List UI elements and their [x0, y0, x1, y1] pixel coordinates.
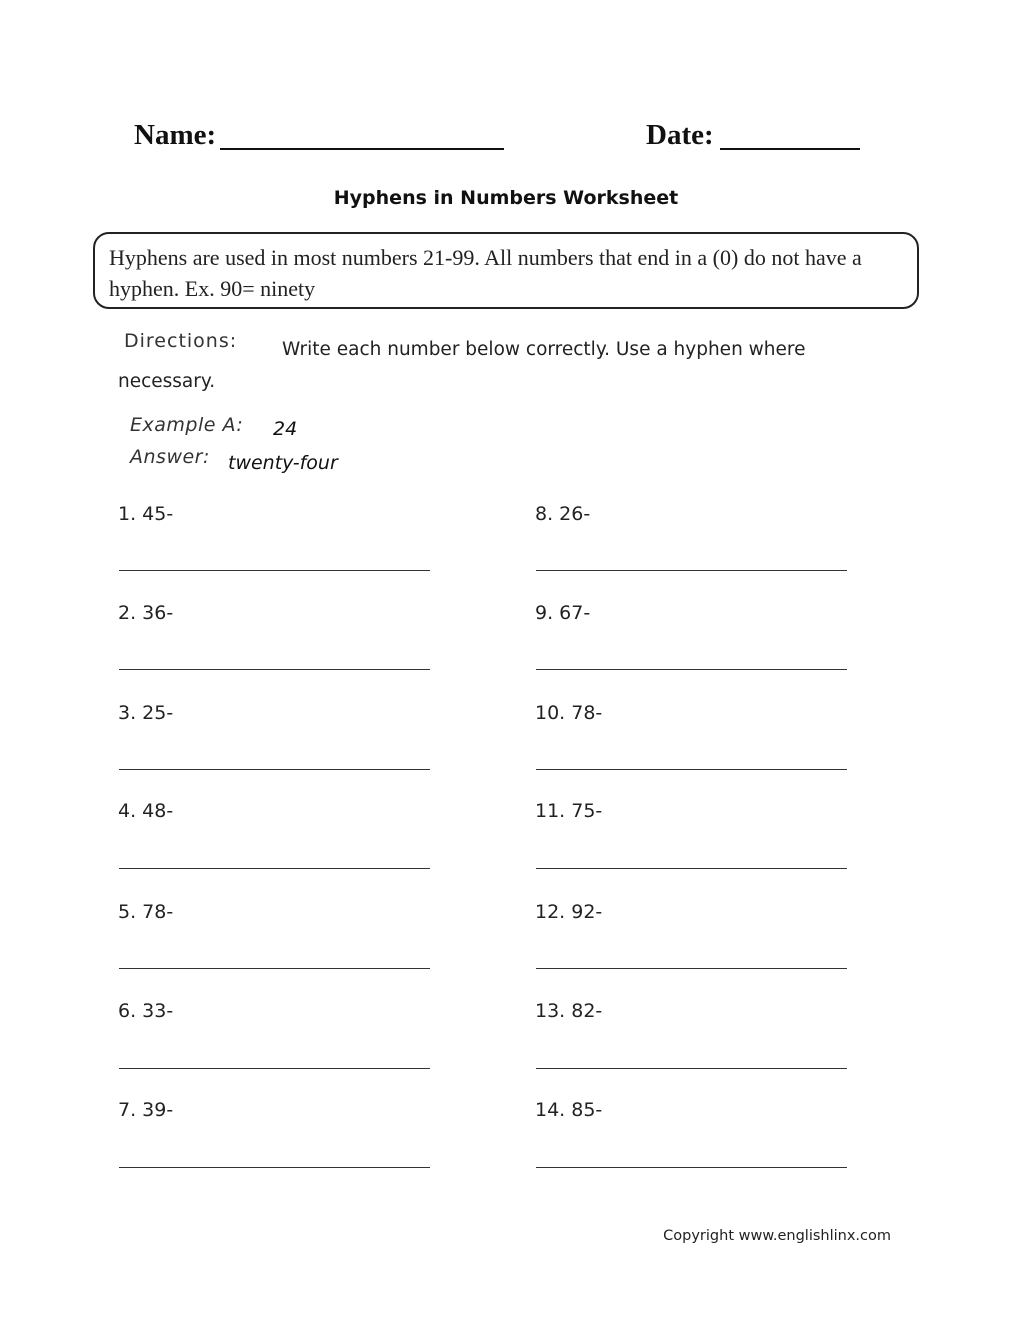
directions-text: Write each number below correctly. Use a hyphen where necessary.: [118, 339, 806, 392]
question-12: 12. 92-: [535, 901, 603, 923]
question-5: 5. 78-: [118, 901, 174, 923]
answer-line-4[interactable]: [119, 868, 430, 869]
question-10: 10. 78-: [535, 702, 603, 724]
question-8: 8. 26-: [535, 503, 591, 525]
question-9: 9. 67-: [535, 602, 591, 624]
answer-label: Answer:: [130, 446, 210, 468]
answer-line-14[interactable]: [536, 1167, 847, 1168]
answer-line-10[interactable]: [536, 769, 847, 770]
answer-line-11[interactable]: [536, 868, 847, 869]
date-label: Date:: [646, 119, 714, 151]
answer-value: twenty-four: [228, 452, 338, 474]
date-field-line[interactable]: [720, 148, 860, 150]
example-label: Example A:: [130, 414, 244, 436]
question-7: 7. 39-: [118, 1099, 174, 1121]
answer-line-8[interactable]: [536, 570, 847, 571]
name-field-line[interactable]: [220, 148, 504, 150]
question-3: 3. 25-: [118, 702, 174, 724]
answer-line-3[interactable]: [119, 769, 430, 770]
answer-line-13[interactable]: [536, 1068, 847, 1069]
answer-line-7[interactable]: [119, 1167, 430, 1168]
question-4: 4. 48-: [118, 800, 174, 822]
answer-line-9[interactable]: [536, 669, 847, 670]
name-label: Name:: [134, 119, 217, 151]
worksheet-title: Hyphens in Numbers Worksheet: [333, 187, 679, 209]
answer-line-6[interactable]: [119, 1068, 430, 1069]
question-2: 2. 36-: [118, 602, 174, 624]
example-value: 24: [273, 418, 298, 440]
question-11: 11. 75-: [535, 800, 603, 822]
question-14: 14. 85-: [535, 1099, 603, 1121]
answer-line-5[interactable]: [119, 968, 430, 969]
directions-label: Directions:: [124, 330, 238, 352]
question-1: 1. 45-: [118, 503, 174, 525]
question-13: 13. 82-: [535, 1000, 603, 1022]
answer-line-1[interactable]: [119, 570, 430, 571]
copyright-text: Copyright www.englishlinx.com: [663, 1228, 891, 1244]
rule-text: Hyphens are used in most numbers 21-99. All numbers that end in a (0) do not have a hyphen. Ex. 90= ninety: [109, 245, 862, 301]
question-6: 6. 33-: [118, 1000, 174, 1022]
answer-line-12[interactable]: [536, 968, 847, 969]
answer-line-2[interactable]: [119, 669, 430, 670]
rule-box: [93, 232, 919, 309]
